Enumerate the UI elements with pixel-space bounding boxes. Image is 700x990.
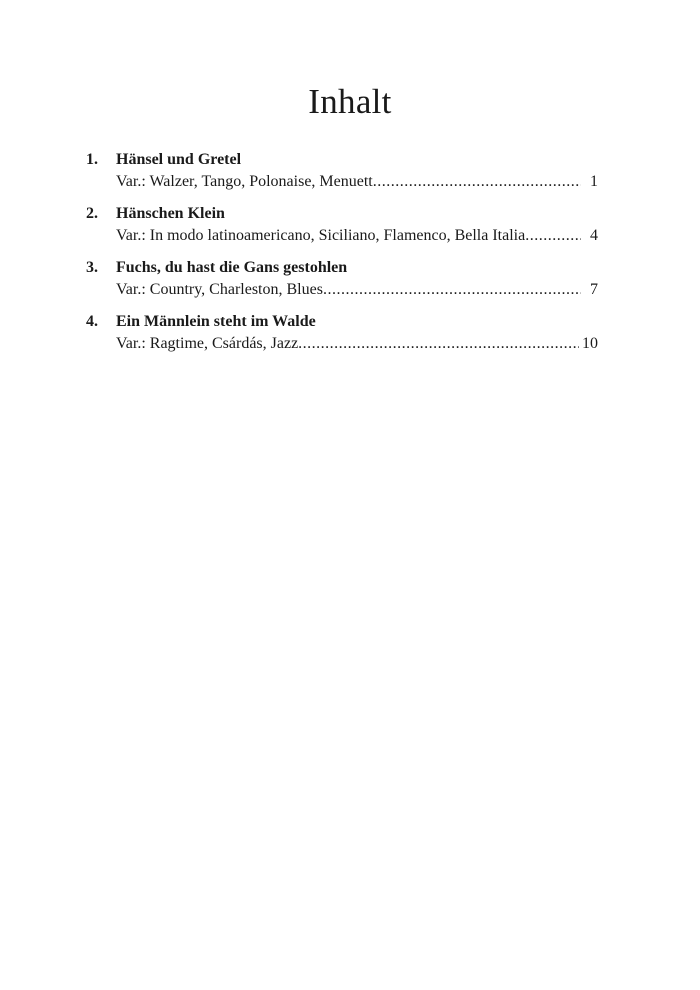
toc-entry-description: Var.: In modo latinoamericano, Siciliano, Flamenco, Bella Italia	[116, 227, 526, 244]
toc-entry-description: Var.: Walzer, Tango, Polonaise, Menuett	[116, 173, 373, 190]
toc-entry-title: Hänsel und Gretel	[116, 151, 242, 168]
toc-entry-heading	[86, 203, 598, 225]
table-of-contents	[86, 149, 598, 365]
toc-entry	[86, 257, 598, 301]
toc-entry-number: 4.	[86, 313, 98, 330]
toc-entry-description: Var.: Ragtime, Csárdás, Jazz	[116, 335, 299, 352]
toc-entry-variations	[116, 171, 598, 193]
toc-entry-number: 1.	[86, 151, 98, 168]
page-title: Inhalt	[308, 82, 392, 121]
toc-entry	[86, 311, 598, 355]
toc-entry-heading	[86, 149, 598, 171]
toc-entry-heading	[86, 257, 598, 279]
toc-entry-page-number: 7	[590, 281, 598, 298]
toc-entry-variations	[116, 279, 598, 301]
toc-entry-number: 2.	[86, 205, 98, 222]
toc-entry-description: Var.: Country, Charleston, Blues	[116, 281, 323, 298]
toc-entry-title: Ein Männlein steht im Walde	[116, 313, 316, 330]
toc-entry	[86, 149, 598, 193]
toc-entry-page-number: 4	[590, 227, 598, 244]
toc-entry-heading	[86, 311, 598, 333]
toc-entry-page-number: 10	[582, 335, 598, 352]
dot-leader	[373, 171, 581, 193]
dot-leader	[298, 333, 579, 355]
toc-entry	[86, 203, 598, 247]
toc-entry-page-number: 1	[590, 173, 598, 190]
toc-entry-number: 3.	[86, 259, 98, 276]
toc-entry-title: Hänschen Klein	[116, 205, 225, 222]
toc-entry-variations	[116, 225, 598, 247]
toc-entry-variations	[116, 333, 598, 355]
dot-leader	[323, 279, 581, 301]
toc-entry-title: Fuchs, du hast die Gans gestohlen	[116, 259, 348, 276]
dot-leader	[525, 225, 581, 247]
